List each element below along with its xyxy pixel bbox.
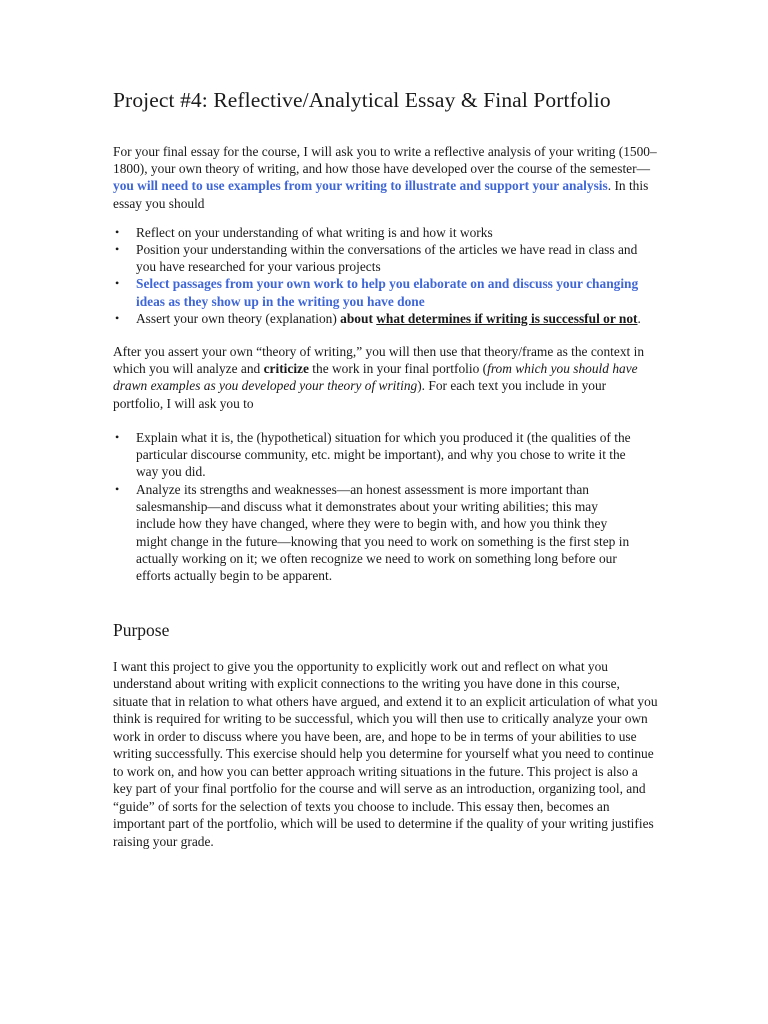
theory-bold: criticize xyxy=(263,361,309,377)
list-item-bold: about xyxy=(340,310,373,326)
list-item xyxy=(113,275,658,309)
intro-text-2: . In this essay you should xyxy=(113,178,649,211)
theory-text-1: After you assert your own “theory of writing,” you will then use that theory/frame as the context in which you will analyze and xyxy=(113,344,645,377)
list-item xyxy=(113,310,658,327)
list-item-period: . xyxy=(637,310,641,326)
document-content xyxy=(113,88,658,850)
list-item-text: Position your understanding within the conversations of the articles we have read in class and you have researched for your various projects xyxy=(136,242,638,275)
intro-paragraph xyxy=(113,143,658,212)
page-title: Project #4: Reflective/Analytical Essay & Final Portfolio xyxy=(113,88,611,112)
list-item xyxy=(113,429,638,481)
intro-emphasis: you will need to use examples from your writing to illustrate and support your analysis xyxy=(113,178,608,194)
theory-text-3: ). For each text you include in your portfolio, I will ask you to xyxy=(113,378,607,411)
list-item xyxy=(113,241,658,275)
list-item xyxy=(113,481,638,585)
list-item xyxy=(113,224,658,241)
list-item-emphasis: Select passages from your own work to help you elaborate on and discuss your changing ideas as they show up in the writing you have done xyxy=(136,276,639,309)
essay-tasks-list xyxy=(113,224,658,327)
portfolio-tasks-list xyxy=(113,429,638,585)
purpose-heading: Purpose xyxy=(113,619,170,640)
purpose-paragraph: I want this project to give you the opportunity to explicitly work out and reflect on what you understand about writing with explicit connections to the writing you have done in this course, situate that in relation to what others have argued, and extend it to an explicit articulation of what you think is required for writing to be successful, which you will then use to critically analyze your own work in order to discuss where you have been, are, and hope to be in terms of your abilities to use writing successfully. This exercise should help you determine for yourself what you need to continue to work on, and how you can better approach writing situations in the future. This project is also a key part of your final portfolio for the course and will serve as an introduction, organizing tool, and “guide” of sorts for the selection of texts you choose to include. This essay then, becomes an important part of the portfolio, which will be used to determine if the quality of your writing justifies raising your grade. xyxy=(113,658,658,849)
list-item-text: Assert your own theory (explanation) xyxy=(136,310,341,326)
list-item-underlined: what determines if writing is successful or not xyxy=(376,310,638,326)
list-item-text: Analyze its strengths and weaknesses—an honest assessment is more important than salesmanship—and discuss what it demonstrates about your writing abilities; this may include how they have changed, where they were to begin with, and how you think they might change in the future—knowing that you need to work on something is the first step in actually working on it; we often recognize we need to work on something long before our efforts actually begin to be apparent. xyxy=(136,481,630,584)
theory-text-2: the work in your final portfolio ( xyxy=(308,361,488,377)
theory-italic: from which you should have drawn examples as you developed your theory of writing xyxy=(113,361,638,394)
list-item-text: Reflect on your understanding of what writing is and how it works xyxy=(136,224,493,240)
intro-text-1: For your final essay for the course, I will ask you to write a reflective analysis of your writing (1500–1800), your own theory of writing, and how those have developed over the course of the semester— xyxy=(113,144,657,177)
list-item-text: Explain what it is, the (hypothetical) situation for which you produced it (the qualities of the particular discourse community, etc. might be important), and why you chose to write it the way you did. xyxy=(136,429,631,480)
theory-paragraph xyxy=(113,343,658,412)
